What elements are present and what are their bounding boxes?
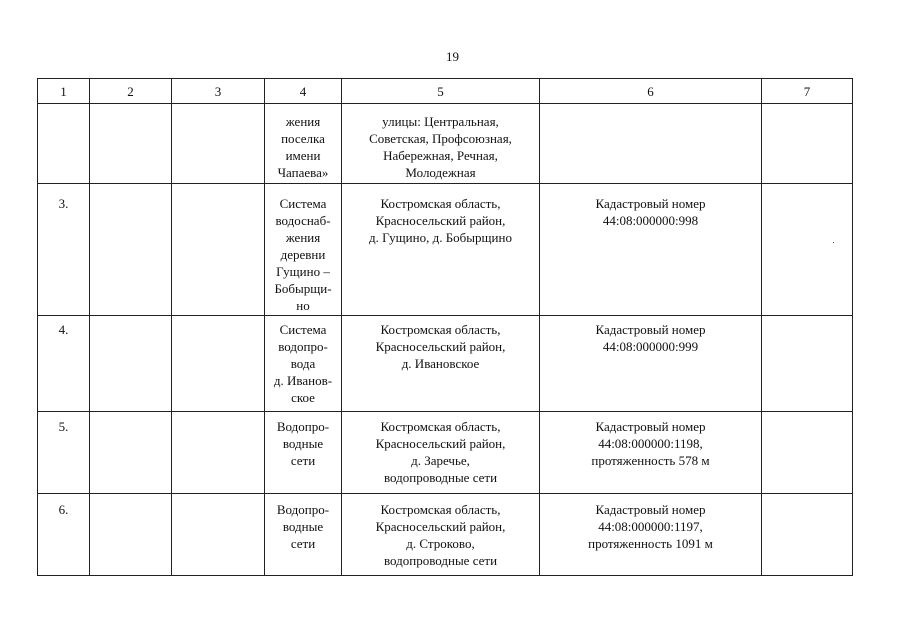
cell-line: поселка [281, 131, 325, 146]
cadastral-cell [540, 316, 762, 412]
cell-line: Водопро- [276, 419, 330, 434]
cell-line: водопроводные сети [383, 470, 498, 485]
cell-line: улицы: Центральная, [382, 114, 499, 129]
cell-line: но [296, 298, 310, 313]
cell-line: жения [285, 230, 321, 245]
table-row [38, 412, 853, 494]
header-cell: 6 [540, 79, 762, 104]
registry-table [37, 78, 853, 576]
cell-line: Костромская область, [380, 322, 501, 337]
column-7-cell [762, 412, 853, 494]
header-cell: 4 [265, 79, 342, 104]
cell-line: ское [291, 390, 315, 405]
column-7-cell [762, 494, 853, 576]
object-name-cell [265, 412, 342, 494]
cell-line: водоснаб- [275, 213, 331, 228]
cell-line: Гущино – [276, 264, 330, 279]
column-2-cell [90, 184, 172, 316]
table-row [38, 316, 853, 412]
column-3-cell [172, 412, 265, 494]
header-cell: 2 [90, 79, 172, 104]
cell-line: Молодежная [405, 165, 476, 180]
cell-line: водопроводные сети [383, 553, 498, 568]
cell-text: 3. [58, 196, 69, 211]
cell-line: Костромская область, [380, 196, 501, 211]
row-number-cell [38, 494, 90, 576]
cell-line: Красносельский район, [375, 436, 506, 451]
cell-line: Водопро- [276, 502, 330, 517]
page-number: 19 [446, 49, 459, 64]
address-cell [342, 494, 540, 576]
column-3-cell [172, 494, 265, 576]
table-row [38, 494, 853, 576]
cell-line: 44:08:000000:999 [602, 339, 699, 354]
scan-speck [833, 242, 834, 243]
cell-line: Кадастровый номер [595, 196, 706, 211]
cell-text: 5. [58, 419, 69, 434]
cell-line: Красносельский район, [375, 213, 506, 228]
object-name-cell [265, 104, 342, 184]
column-7-cell [762, 184, 853, 316]
cell-text: 6. [58, 502, 69, 517]
cadastral-cell [540, 184, 762, 316]
cell-line: жения [285, 114, 321, 129]
cell-line: Красносельский район, [375, 519, 506, 534]
cell-line: водные [282, 519, 324, 534]
table-row [38, 104, 853, 184]
cell-line: д. Строково, [406, 536, 475, 551]
cell-line: д. Заречье, [411, 453, 470, 468]
cell-line: д. Ивановское [401, 356, 480, 371]
cell-line: Система [279, 322, 327, 337]
cell-line: 44:08:000000:1197, [598, 519, 703, 534]
cell-line: Красносельский район, [375, 339, 506, 354]
object-name-cell [265, 184, 342, 316]
object-name-cell [265, 494, 342, 576]
cell-line: Система [279, 196, 327, 211]
header-cell: 7 [762, 79, 853, 104]
cell-line: Набережная, Речная, [383, 148, 498, 163]
column-2-cell [90, 104, 172, 184]
object-name-cell [265, 316, 342, 412]
header-cell: 5 [342, 79, 540, 104]
column-3-cell [172, 184, 265, 316]
address-cell [342, 412, 540, 494]
address-cell [342, 184, 540, 316]
cell-line: имени [285, 148, 321, 163]
cell-line: сети [290, 453, 316, 468]
cell-line: сети [290, 536, 316, 551]
cell-line: Костромская область, [380, 419, 501, 434]
cell-line: Кадастровый номер [595, 502, 706, 517]
cell-line: 44:08:000000:1198, [598, 436, 703, 451]
header-row [38, 79, 853, 104]
cell-line: д. Иванов- [273, 373, 333, 388]
table-row [38, 184, 853, 316]
cell-line: Костромская область, [380, 502, 501, 517]
cell-line: протяженность 578 м [591, 453, 710, 468]
cell-line: Советская, Профсоюзная, [369, 131, 512, 146]
cadastral-cell [540, 412, 762, 494]
header-cell: 1 [38, 79, 90, 104]
column-2-cell [90, 316, 172, 412]
column-7-cell [762, 316, 853, 412]
cell-line: Чапаева» [277, 165, 329, 180]
column-7-cell [762, 104, 853, 184]
column-2-cell [90, 412, 172, 494]
row-number-cell [38, 184, 90, 316]
cell-line: Кадастровый номер [595, 419, 706, 434]
cell-line: Кадастровый номер [595, 322, 706, 337]
cell-line: 44:08:000000:998 [602, 213, 699, 228]
column-3-cell [172, 316, 265, 412]
row-number-cell [38, 316, 90, 412]
column-3-cell [172, 104, 265, 184]
cell-line: Бобырщи- [274, 281, 332, 296]
address-cell [342, 316, 540, 412]
cell-text: 4. [58, 322, 69, 337]
cell-line: д. Гущино, д. Бобырщино [369, 230, 512, 245]
cadastral-cell [540, 104, 762, 184]
address-cell [342, 104, 540, 184]
cell-line: водопро- [278, 339, 328, 354]
cell-line: деревни [280, 247, 326, 262]
cell-line: вода [290, 356, 316, 371]
cadastral-cell [540, 494, 762, 576]
cell-line: протяженность 1091 м [588, 536, 713, 551]
column-2-cell [90, 494, 172, 576]
header-cell: 3 [172, 79, 265, 104]
cell-line: водные [282, 436, 324, 451]
row-number-cell [38, 104, 90, 184]
row-number-cell [38, 412, 90, 494]
